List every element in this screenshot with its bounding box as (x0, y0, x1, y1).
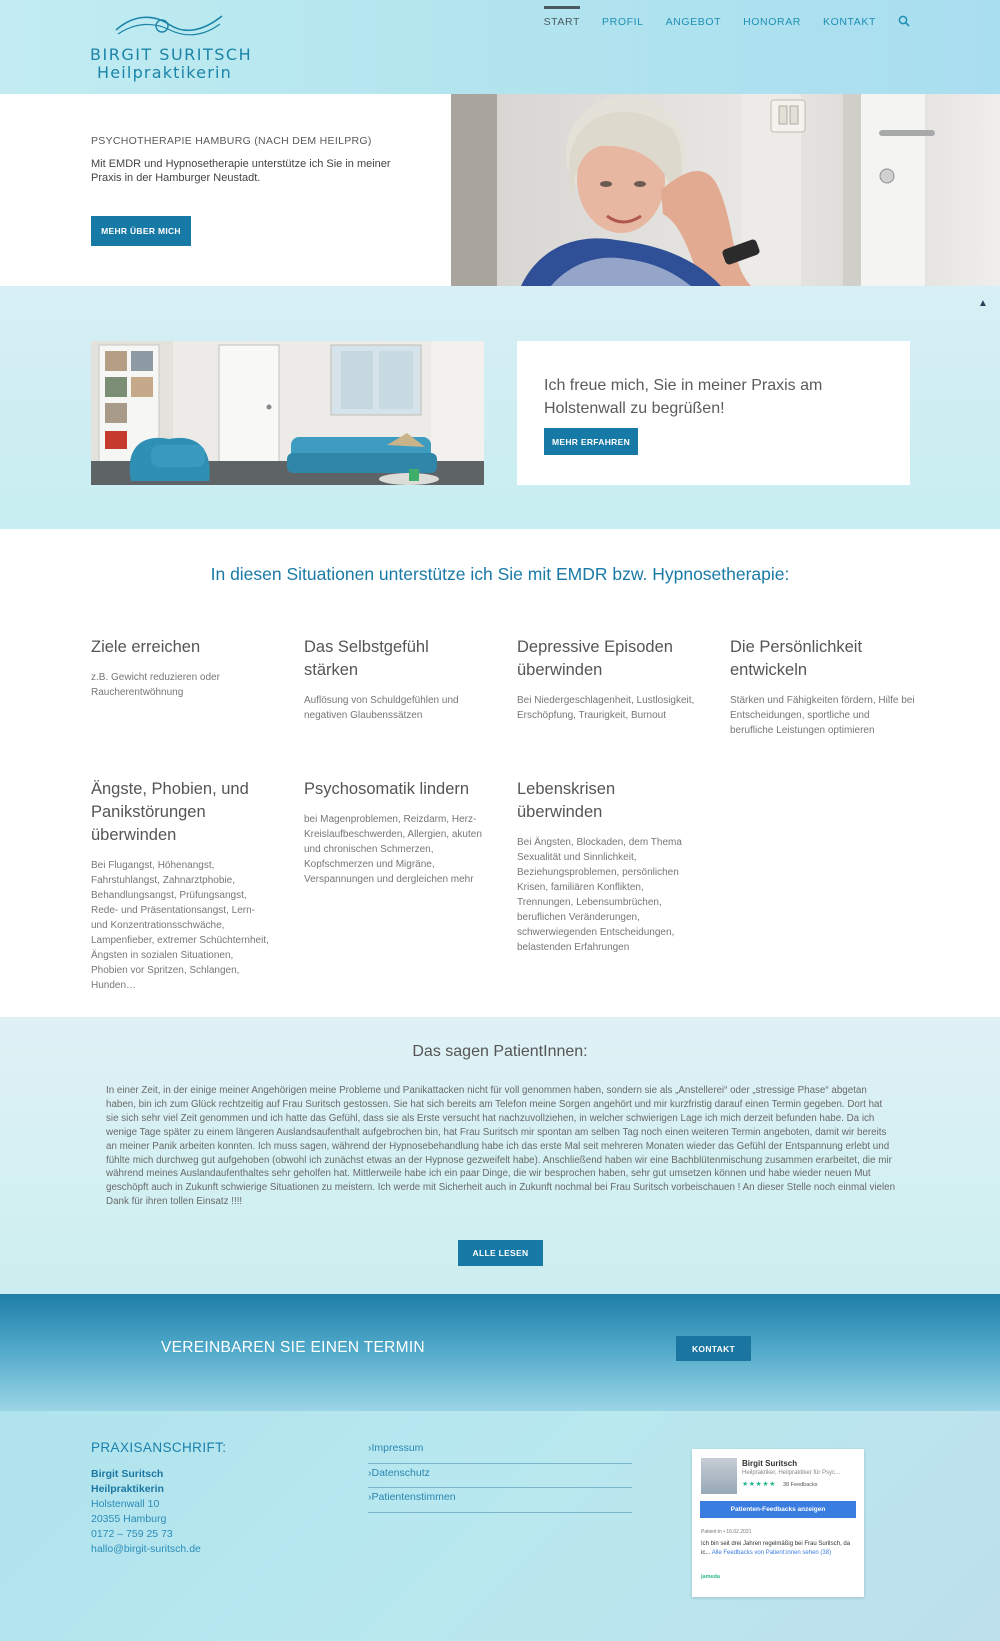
testimonial-text: In einer Zeit, in der einige meiner Angehörigen meine Probleme und Panikattacken nicht für voll genommen haben, sondern sie als „Anstellerei“ oder „stressige Phase“ abgetan haben, bin ich zum Glück rechtzeitig auf Frau Suritsch gestossen. Sie hat sich bereits am Telefon meine Sorgen angehört und mir kurzfristig darauf einen Termin gegeben. Dort hat sie sich sehr viel Zeit genommen und ich hatte das Gefühl, dass sie als Erste versucht hat nachzuvollziehen, in welcher schwierigen Lage ich mich derzeit befunden habe. Da ich wenige Tage später zu einem längeren Auslandsaufenthalt aufgebrochen bin, hat Frau Suritsch mir spontan am selben Tag noch einen weiteren Termin angeboten, damit wir bereits an meiner Panik arbeiten konnten. Ich muss sagen, während der Hypnosebehandlung habe ich das erste Mal seit mehreren Monaten wieder das Gefühl der Entspannung erlebt und fühlte mich durchweg gut aufgehoben (obwohl ich zunächst etwas an der Hypnose gezweifelt habe). Anschließend haben wir eine Bachblütenmischung zusammen erarbeitet, die mir während meines Auslandaufenthaltes sehr geholfen hat. Mittlerweile habe ich ein paar Dinge, die wir besprochen haben, sehr gut umsetzen können und habe wieder neuen Mut geschöpft auch in Zukunft schwierige Situationen zu meistern. Ich werde mit Sicherheit auch in Zukunft nochmal bei Frau Suritsch vorbeischauen ! An dieser Stelle noch einmal vielen Dank für ihren tollen Einsatz !!!! (106, 1085, 896, 1208)
logo-subtitle: Heilpraktikerin (97, 63, 232, 82)
situations-section (0, 529, 1000, 1017)
main-nav (544, 14, 912, 28)
show-feedbacks-button[interactable]: Patienten-Feedbacks anzeigen (700, 1501, 856, 1518)
address-title: Heilpraktikerin (91, 1483, 164, 1495)
situation-title: Lebenskrisen überwinden (517, 780, 616, 821)
situation-tile (91, 778, 271, 993)
link-label: Impressum (371, 1442, 424, 1454)
search-icon[interactable] (898, 14, 912, 28)
avatar (701, 1458, 737, 1494)
situation-text: Auflösung von Schuldgefühlen und negativen Glaubenssätzen (304, 695, 459, 721)
link-label: Datenschutz (371, 1466, 430, 1479)
link-label: Patientenstimmen (371, 1491, 456, 1503)
chevron-right-icon: › (368, 1491, 372, 1503)
chevron-right-icon: › (368, 1442, 372, 1454)
situation-tile (304, 778, 484, 887)
star-rating-icon: ★★★★★ (742, 1481, 776, 1488)
situation-text: Bei Niedergeschlagenheit, Lustlosigkeit, Erschöpfung, Traurigkeit, Burnout (517, 695, 695, 721)
hero-section (0, 94, 1000, 286)
logo-name: BIRGIT SURITSCH (90, 45, 253, 64)
footer-link-impressum[interactable] (368, 1439, 632, 1464)
widget-name: Birgit Suritsch (742, 1459, 798, 1468)
portrait-photo (451, 94, 1000, 286)
footer-link-patientenstimmen[interactable] (368, 1488, 632, 1513)
hero-text-panel (0, 94, 451, 286)
footer-link-datenschutz[interactable] (368, 1464, 632, 1489)
chevron-right-icon: › (368, 1466, 372, 1479)
footer-links (368, 1439, 632, 1513)
situation-text: z.B. Gewicht reduzieren oder Raucherentwöhnung (91, 672, 220, 698)
nav-kontakt[interactable]: KONTAKT (822, 15, 876, 28)
review-widget (692, 1449, 864, 1597)
widget-meta: Patient:in • 16.02.2021 (701, 1529, 752, 1535)
address-street: Holstenwall 10 (91, 1498, 160, 1510)
situation-title: Ziele erreichen (91, 638, 201, 656)
situation-text: Stärken und Fähigkeiten fördern, Hilfe bei Entscheidungen, sportliche und berufliche Leistungen optimieren (730, 695, 915, 736)
hero-kicker: PSYCHOTHERAPIE HAMBURG (NACH DEM HEILPRG) (91, 135, 372, 147)
situation-tile (517, 778, 697, 955)
site-footer (0, 1411, 1000, 1641)
more-about-me-button[interactable]: MEHR ÜBER MICH (91, 216, 191, 246)
practice-room-photo (91, 341, 484, 485)
situations-title: In diesen Situationen unterstütze ich Sie mit EMDR bzw. Hypnosetherapie: (210, 564, 790, 584)
widget-subtitle: Heilpraktiker, Heilpraktiker für Psyc... (742, 1470, 841, 1476)
situation-tile (517, 636, 697, 723)
nav-honorar[interactable]: HONORAR (743, 15, 801, 28)
hero-intro: Mit EMDR und Hypnosetherapie unterstütze ich Sie in meiner Praxis in der Hamburger Neustadt. (91, 158, 391, 184)
situation-title: Depressive Episoden überwinden (517, 638, 673, 679)
testimonial-section (0, 1017, 1000, 1294)
jameda-logo-icon: jameda (701, 1574, 720, 1580)
nav-profil[interactable]: PROFIL (602, 15, 644, 28)
situation-tile (730, 636, 915, 738)
cta-title: VEREINBAREN SIE EINEN TERMIN (161, 1339, 425, 1356)
widget-feedback-count: 38 Feedbacks (783, 1482, 818, 1488)
site-header (0, 0, 1000, 94)
read-all-button[interactable]: ALLE LESEN (458, 1240, 543, 1266)
situation-title: Ängste, Phobien, und Panikstörungen überwinden (91, 780, 249, 844)
address-city: 20355 Hamburg (91, 1513, 167, 1525)
welcome-text: Ich freue mich, Sie in meiner Praxis am Holstenwall zu begrüßen! (544, 377, 823, 417)
welcome-section (0, 286, 1000, 529)
situation-text: Bei Flugangst, Höhenangst, Fahrstuhlangst, Zahnarztphobie, Behandlungsangst, Prüfungsangst, Rede- und Präsentationsangst, Lern- und Konzentrationsschwäche, Lampenfieber, extremer Schüchternheit, Ängsten in sozialen Situationen, Phobien vor Spritzen, Schlangen, Hunden… (91, 860, 269, 991)
situation-title: Psychosomatik lindern (304, 780, 470, 798)
eye-logo-icon (114, 12, 224, 44)
contact-button[interactable]: KONTAKT (676, 1336, 751, 1361)
situation-title: Das Selbstgefühl stärken (304, 638, 429, 679)
situation-title: Die Persönlichkeit entwickeln (730, 638, 863, 679)
situation-text: bei Magenproblemen, Reizdarm, Herz- Kreislaufbeschwerden, Allergien, akuten und chronischen Schmerzen, Kopfschmerzen und Migräne, Verspannungen und dergleichen mehr (304, 814, 482, 885)
testimonial-title: Das sagen PatientInnen: (412, 1043, 588, 1060)
address-phone[interactable]: 0172 – 759 25 73 (91, 1528, 173, 1540)
all-feedbacks-link[interactable]: Alle Feedbacks von Patient:innen sehen (38) (711, 1550, 832, 1556)
address-email[interactable]: hallo@birgit-suritsch.de (91, 1543, 201, 1555)
welcome-card (517, 341, 910, 485)
footer-heading: PRAXISANSCHRIFT: (91, 1440, 227, 1455)
mouse-cursor-icon: ▲ (978, 298, 988, 309)
quote-text: Ich bin seit drei Jahren regelmäßig bei Frau Suritsch, da ic... (701, 1541, 851, 1556)
nav-angebot[interactable]: ANGEBOT (665, 15, 722, 28)
situation-text: Bei Ängsten, Blockaden, dem Thema Sexualität und Sinnlichkeit, Beziehungsproblemen, persönlichen Krisen, familiären Konflikten, Trennungen, Lebensumbrüchen, beruflichen Veränderungen, schwerwiegenden Entscheidungen, belastenden Erfahrungen (517, 837, 682, 953)
widget-quote (701, 1540, 855, 1558)
appointment-cta (0, 1294, 1000, 1411)
situation-tile (91, 636, 271, 700)
nav-start[interactable]: START (543, 15, 581, 28)
situation-tile (304, 636, 484, 723)
practice-address (91, 1467, 201, 1557)
address-name: Birgit Suritsch (91, 1468, 164, 1480)
learn-more-button[interactable]: MEHR ERFAHREN (544, 428, 638, 455)
